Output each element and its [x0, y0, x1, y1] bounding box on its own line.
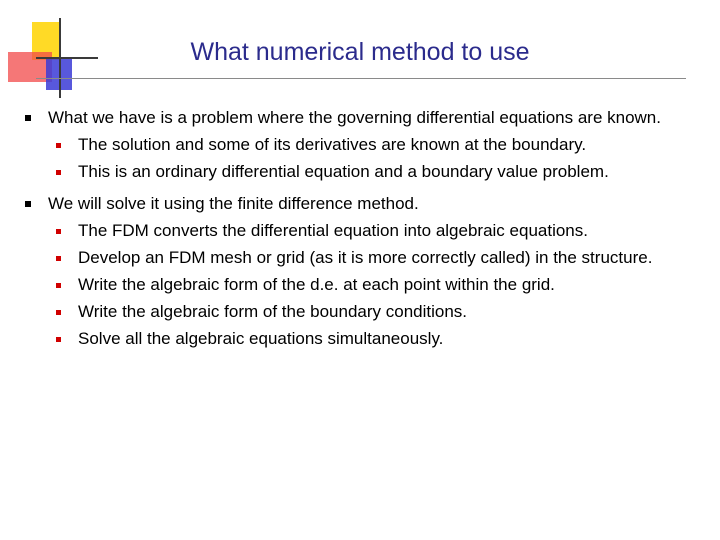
- square-bullet-icon: [56, 170, 61, 175]
- slide-title: What numerical method to use: [190, 38, 530, 66]
- square-bullet-icon: [56, 337, 61, 342]
- sub-bullet-point: [48, 246, 710, 269]
- sub-bullet-point: [48, 273, 710, 296]
- sub-bullet-text: Write the algebraic form of the boundary conditions.: [78, 302, 468, 321]
- square-bullet-icon: [25, 201, 31, 207]
- square-bullet-icon: [56, 256, 61, 261]
- sub-bullet-point: [48, 160, 710, 183]
- bullet-text: What we have is a problem where the governing differential equations are known.: [48, 108, 661, 127]
- sub-bullet-point: [48, 133, 710, 156]
- square-bullet-icon: [56, 310, 61, 315]
- square-bullet-icon: [25, 115, 31, 121]
- square-bullet-icon: [56, 283, 61, 288]
- sub-bullet-point: [48, 327, 710, 350]
- sub-bullet-text: This is an ordinary differential equation and a boundary value problem.: [78, 162, 609, 181]
- sub-bullet-point: [48, 219, 710, 242]
- square-bullet-icon: [56, 229, 61, 234]
- bullet-point: [20, 106, 710, 183]
- sub-bullet-text: Write the algebraic form of the d.e. at each point within the grid.: [78, 275, 555, 294]
- sub-bullet-text: The solution and some of its derivatives are known at the boundary.: [78, 135, 587, 154]
- bullet-point: [20, 192, 710, 350]
- bullet-text: We will solve it using the finite difference method.: [48, 194, 419, 213]
- sub-bullet-point: [48, 300, 710, 323]
- sub-bullet-text: Develop an FDM mesh or grid (as it is more correctly called) in the structure.: [78, 248, 653, 267]
- title-divider: [36, 78, 686, 79]
- sub-bullet-text: Solve all the algebraic equations simultaneously.: [78, 329, 444, 348]
- square-bullet-icon: [56, 143, 61, 148]
- slide-body: [20, 106, 710, 359]
- sub-bullet-text: The FDM converts the differential equation into algebraic equations.: [78, 221, 588, 240]
